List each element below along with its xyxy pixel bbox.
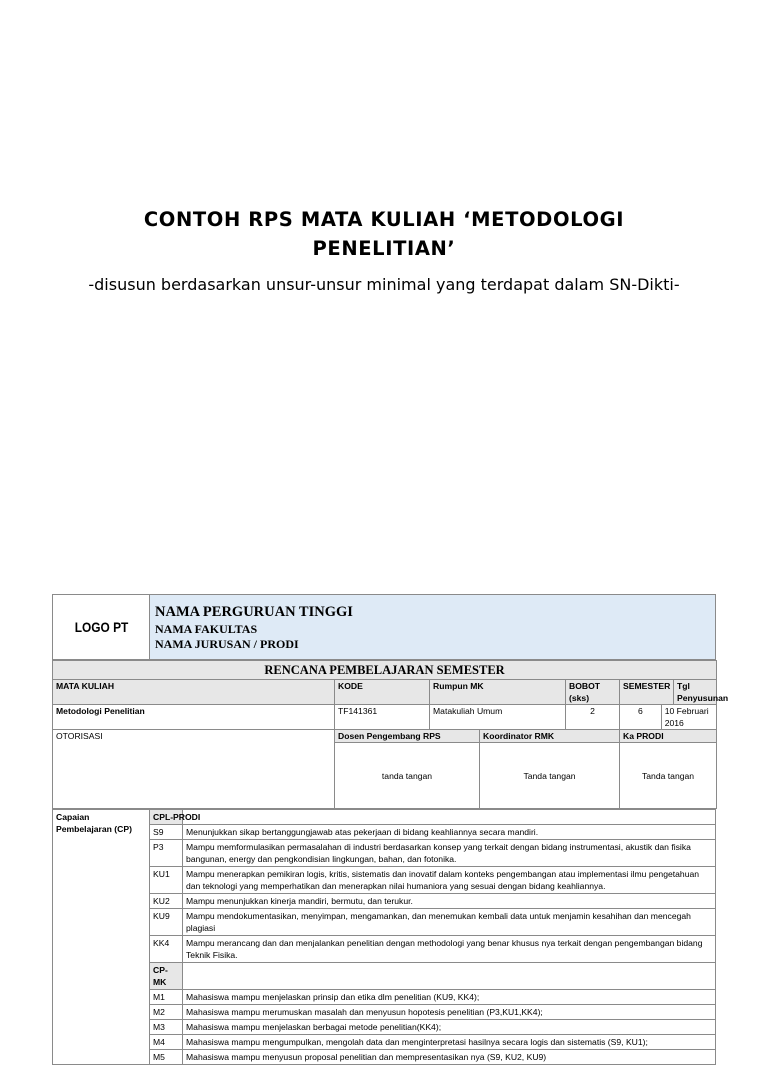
header-bobot: BOBOT (sks) — [566, 680, 620, 705]
cpmk-text: Mahasiswa mampu mengumpulkan, mengolah data dan menginterpretasi hasilnya secara logis dan sistematis (S9, KU1); — [183, 1035, 716, 1050]
cp-label-line1: Capaian — [56, 812, 90, 822]
institution-name: NAMA PERGURUAN TINGGI — [155, 603, 353, 620]
logo-placeholder: LOGO PT — [60, 595, 142, 660]
value-mata-kuliah: Metodologi Penelitian — [53, 705, 335, 730]
cpl-code: KU2 — [150, 894, 183, 909]
signature-koordinator: Tanda tangan — [480, 743, 620, 809]
cpl-text: Mampu menunjukkan kinerja mandiri, bermutu, dan terukur. — [183, 894, 716, 909]
cp-mk-heading-blank — [183, 963, 716, 990]
cpl-prodi-heading: CPL-PRODI — [150, 810, 183, 825]
cpl-code: KU1 — [150, 867, 183, 894]
value-bobot: 2 — [566, 705, 620, 730]
cpl-code: S9 — [150, 825, 183, 840]
cpmk-code: M1 — [150, 990, 183, 1005]
cpmk-text: Mahasiswa mampu merumuskan masalah dan menyusun hopotesis penelitian (P3,KU1,KK4); — [183, 1005, 716, 1020]
cp-label — [53, 810, 150, 1065]
rps-main-table — [52, 660, 729, 809]
value-kode: TF141361 — [335, 705, 430, 730]
cpmk-code: M2 — [150, 1005, 183, 1020]
value-semester-cell — [620, 705, 717, 730]
cp-table — [52, 809, 716, 1065]
department-name: NAMA JURUSAN / PRODI — [155, 636, 299, 651]
header-semester — [620, 680, 729, 705]
rps-header-table — [52, 594, 716, 660]
rps-document — [52, 594, 729, 1065]
cpl-text: Mampu memformulasikan permasalahan di industri berdasarkan konsep yang terkait dengan bidang instrumentasi, akustik dan fisika bangunan, energy dan pengkondisian lingkungan, bahan, dan fotonika. — [183, 840, 716, 867]
cpmk-text: Mahasiswa mampu menjelaskan berbagai metode penelitian(KK4); — [183, 1020, 716, 1035]
header-dosen: Dosen Pengembang RPS — [335, 730, 480, 743]
cpmk-code: M4 — [150, 1035, 183, 1050]
rps-title: RENCANA PEMBELAJARAN SEMESTER — [53, 661, 717, 680]
header-tgl: Tgl Penyusunan — [677, 681, 729, 703]
cp-label-line2: Pembelajaran (CP) — [56, 824, 132, 834]
cpmk-text: Mahasiswa mampu menyusun proposal penelitian dan mempresentasikan nya (S9, KU2, KU9) — [183, 1050, 716, 1065]
faculty-name: NAMA FAKULTAS — [155, 621, 258, 636]
cp-mk-heading: CP-MK — [150, 963, 183, 990]
institution-block — [150, 595, 716, 660]
signature-kaprodi: Tanda tangan — [620, 743, 717, 809]
header-semester-label: SEMESTER — [620, 680, 674, 704]
cpmk-code: M5 — [150, 1050, 183, 1065]
otorisasi-label: OTORISASI — [53, 730, 335, 809]
cpl-text: Menunjukkan sikap bertanggungjawab atas pekerjaan di bidang keahliannya secara mandiri. — [183, 825, 716, 840]
header-kode: KODE — [335, 680, 430, 705]
cpl-prodi-heading-blank — [183, 810, 716, 825]
cpl-text: Mampu menerapkan pemikiran logis, kritis, sistematis dan inovatif dalam konteks pengembangan atau implementasi ilmu pengetahuan dan teknologi yang memperhatikan dan menerapkan nilai humaniora yang sesuai dengan bidang keahliannya. — [183, 867, 716, 894]
value-semester: 6 — [620, 705, 662, 729]
cpl-text: Mampu mendokumentasikan, menyimpan, mengamankan, dan menemukan kembali data untuk menjamin kesahihan dan mencegah plagiasi — [183, 909, 716, 936]
slide-subtitle: -disusun berdasarkan unsur-unsur minimal yang terdapat dalam SN-Dikti- — [88, 275, 680, 294]
cpmk-text: Mahasiswa mampu menjelaskan prinsip dan etika dlm penelitian (KU9, KK4); — [183, 990, 716, 1005]
header-kaprodi: Ka PRODI — [620, 730, 717, 743]
cpl-code: P3 — [150, 840, 183, 867]
header-koordinator: Koordinator RMK — [480, 730, 620, 743]
header-rumpun: Rumpun MK — [430, 680, 566, 705]
cpl-text: Mampu merancang dan dan menjalankan penelitian dengan methodologi yang benar khusus nya terkait dengan pengembangan bidang Teknik Fisika. — [183, 936, 716, 963]
header-mata-kuliah: MATA KULIAH — [53, 680, 335, 705]
slide-title: CONTOH RPS MATA KULIAH ‘METODOLOGI PENELITIAN’ — [143, 208, 625, 260]
cpl-code: KU9 — [150, 909, 183, 936]
signature-dosen: tanda tangan — [335, 743, 480, 809]
value-rumpun: Matakuliah Umum — [430, 705, 566, 730]
value-tgl: 10 Februari 2016 — [664, 706, 709, 728]
cpmk-code: M3 — [150, 1020, 183, 1035]
cpl-code: KK4 — [150, 936, 183, 963]
